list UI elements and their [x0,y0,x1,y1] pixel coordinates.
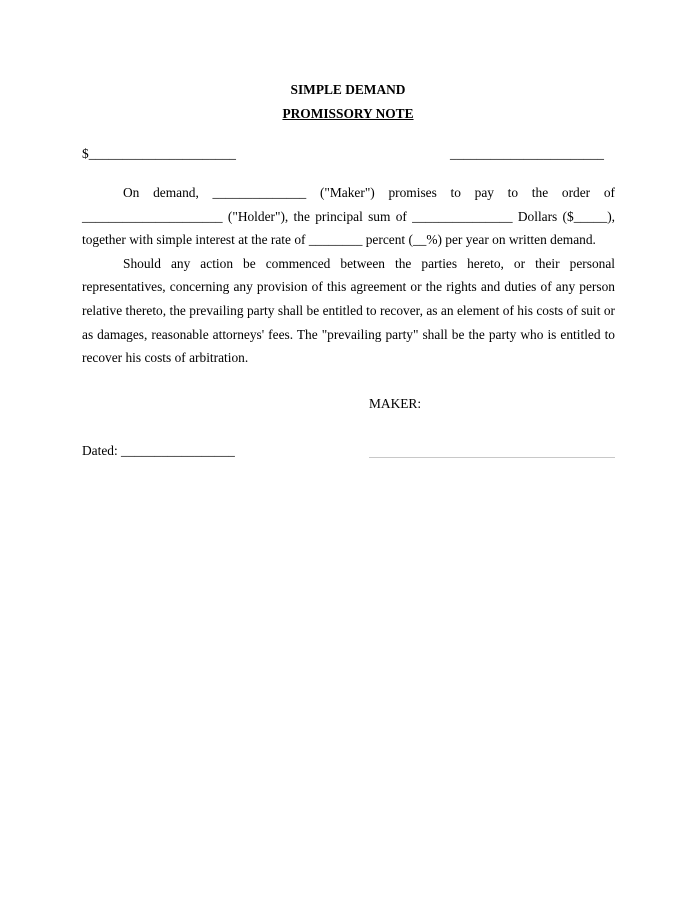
dated-label: Dated: _________________ [82,443,235,458]
maker-label: MAKER: [369,396,422,411]
note-body [82,181,615,370]
demand-paragraph: On demand, ______________ ("Maker") promises to pay to the order of _____________________ ("Holder"), the principal sum of _______________ Dollars ($_____), together with simple interest at the rate of ________ percent (__%) per year on written demand. [82,185,615,248]
amount-blank: $______________________ [82,146,236,161]
document-title: SIMPLE DEMAND [290,82,406,97]
attorneys-fees-paragraph: Should any action be commenced between the parties hereto, or their personal representatives, concerning any provision of this agreement or the rights and duties of any person relative thereto, the prevailing party shall be entitled to recover, as an element of his costs of suit or as damages, reasonable attorneys' fees. The "prevailing party" shall be the party who is entitled to recover his costs of arbitration. [82,255,615,366]
document-subtitle: PROMISSORY NOTE [282,106,414,121]
maker-signature-line [369,457,615,458]
date-blank: _______________________ [450,146,604,161]
